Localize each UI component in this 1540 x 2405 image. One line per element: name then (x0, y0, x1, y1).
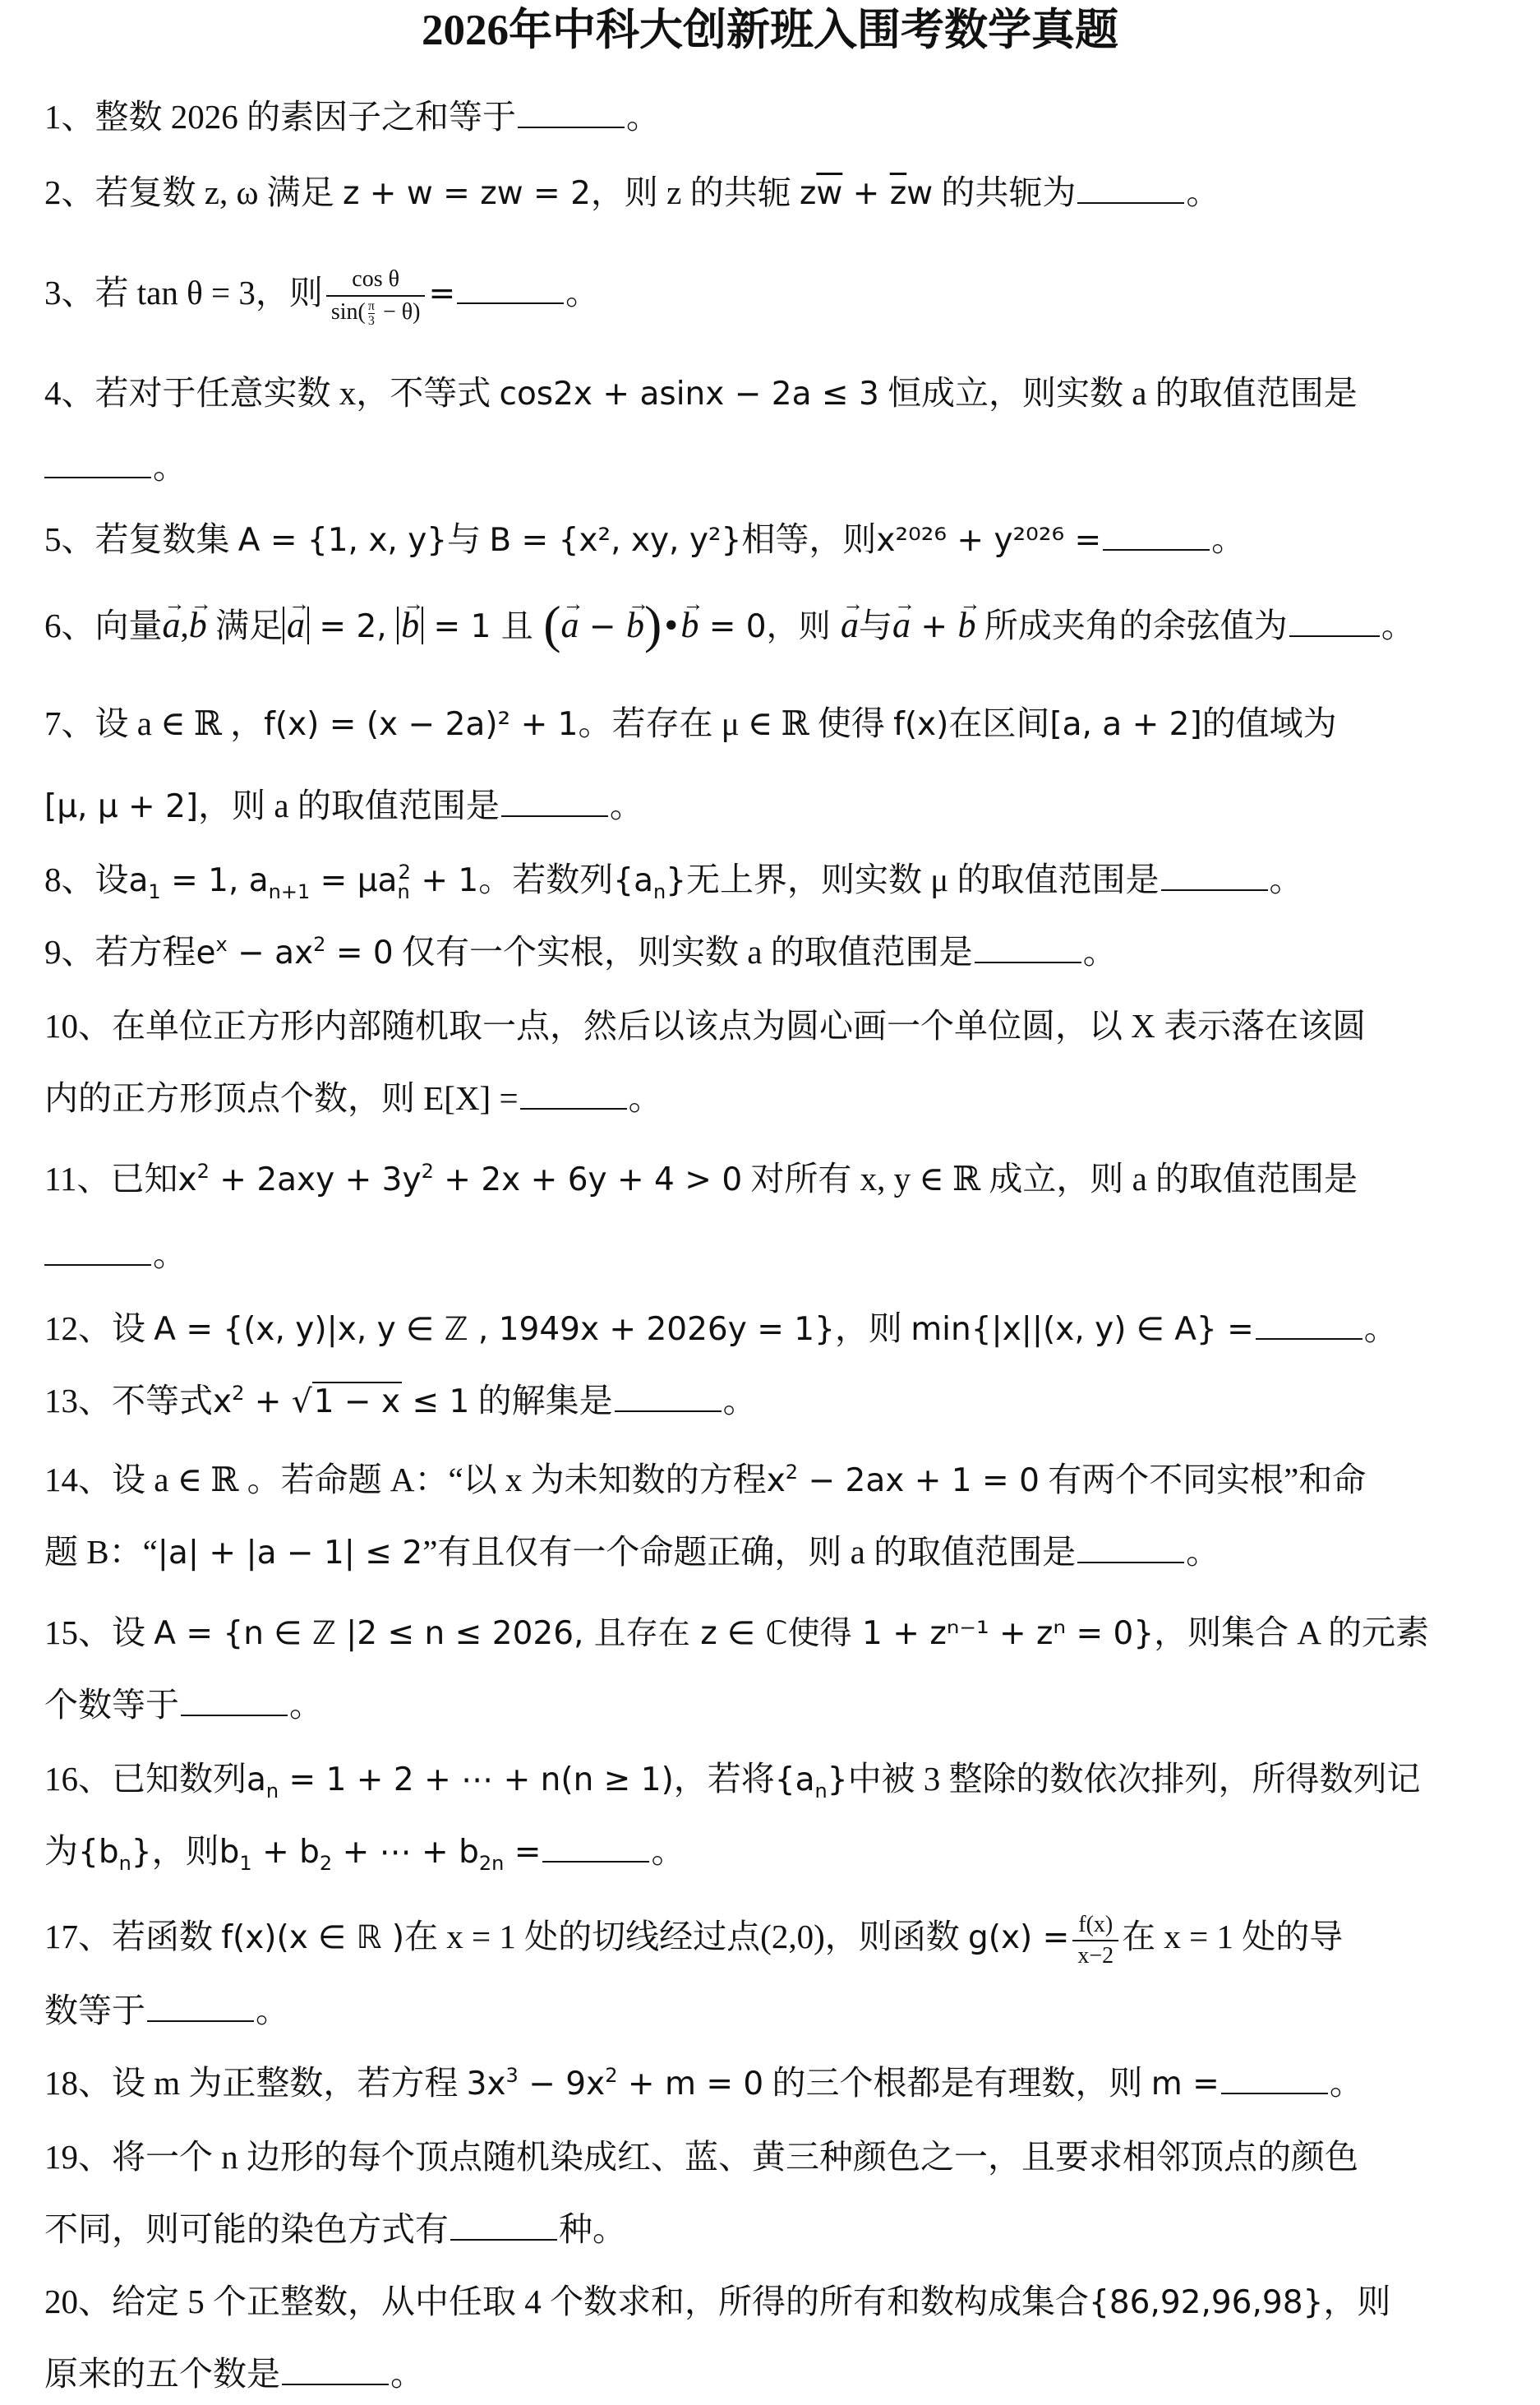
question-10-continued: 内的正方形顶点个数，则 E[X] = 。 (44, 1079, 662, 1117)
question-10: 10、在单位正方形内部随机取一点，然后以该点为圆心画一个单位圆，以 X 表示落在该圆 (44, 1007, 1367, 1045)
answer-blank (1221, 2065, 1328, 2094)
question-number: 2、 (44, 173, 95, 211)
answer-blank (1077, 174, 1184, 204)
fraction: $\frac{f(x)}{x-2}$ (1072, 1912, 1118, 1969)
question-14-continued: 题 B：“|a| + |a − 1| ≤ 2”有且仅有一个命题正确，则 a 的取值范围是 。 (44, 1533, 1220, 1572)
question-14: 14、设 a ∈ ℝ 。若命题 A：“以 x 为未知数的方程$x^2 - 2ax + 1 = 0$ 有两个不同实根”和命 (44, 1461, 1367, 1499)
question-20-continued: 原来的五个数是 。 (44, 2355, 424, 2393)
question-1: 1、整数 2026 的素因子之和等于 。 (44, 98, 660, 136)
question-number: 15、 (44, 1613, 112, 1651)
question-15-continued: 个数等于 。 (44, 1686, 323, 1724)
answer-blank (44, 449, 151, 478)
question-3: 3、若 tan θ = 3，则 cos θ sin( $\frac{\pi}{3}$ − θ) = 。 (44, 265, 600, 328)
math-expression: $b_1 + b_2$ + ⋯ + $b_{2n}$ = (219, 1834, 542, 1875)
answer-blank (520, 1080, 627, 1110)
question-12: 12、设 A = {(x, y)|x, y ∈ ℤ , 1949x + 2026y = 1}，则 min{|x||(x, y) ∈ A} = 。 (44, 1309, 1398, 1348)
question-number: 12、 (44, 1309, 112, 1347)
question-number: 7、 (44, 704, 95, 742)
math-expression: cos2x + asinx − 2a ≤ 3 (499, 376, 879, 413)
math-expression: z + w = zw = 2 (342, 175, 591, 212)
question-17: 17、若函数 f(x)(x ∈ ℝ )在 x = 1 处的切线经过点(2,0)，则函数 g(x) = $\frac{f(x)}{x-2}$ 在 x = 1 处的导 (44, 1911, 1344, 1969)
question-number: 1、 (44, 98, 95, 136)
question-number: 4、 (44, 374, 95, 412)
question-16: 16、已知数列$a_n = 1 + 2$ + ⋯ + n(n ≥ 1)，若将$\{a_n\}$中被 3 整除的数依次排列，所得数列记 (44, 1760, 1421, 1803)
answer-blank (1256, 1310, 1362, 1340)
question-number: 9、 (44, 933, 95, 971)
math-expression: $x^2 + √1 - x \le 1$ (213, 1382, 470, 1420)
math-expression: A = {1, x, y} (237, 522, 448, 559)
question-number: 19、 (44, 2138, 112, 2176)
answer-blank (181, 1687, 288, 1716)
answer-blank (615, 1383, 722, 1412)
question-number: 5、 (44, 520, 95, 558)
question-number: 6、 (44, 607, 95, 644)
answer-blank (542, 1833, 649, 1863)
question-5: 5、若复数集 A = {1, x, y}与 B = {x², xy, y²}相等，则x²⁰²⁶ + y²⁰²⁶ = 。 (44, 520, 1246, 559)
question-6: 6、向量→ a,→ b 满足 → a = 2, → b = 1 且 (→ a − → b)•→ b = 0，则 → a与→ a + → b 所成夹角的余弦值为 。 (44, 597, 1515, 654)
math-expression: $x^2 - 2ax + 1 = 0$ (766, 1461, 1040, 1499)
fraction: cos θ sin( $\frac{\pi}{3}$ − θ) (326, 265, 426, 328)
answer-blank (147, 1992, 254, 2022)
answer-blank (1077, 1534, 1184, 1563)
answer-blank (518, 99, 625, 128)
question-17-continued: 数等于 。 (44, 1992, 289, 2029)
math-expression: x²⁰²⁶ + y²⁰²⁶ = (876, 522, 1102, 559)
question-number: 14、 (44, 1461, 112, 1498)
question-7-continued: [μ, μ + 2]，则 a 的取值范围是 。 (44, 787, 643, 825)
question-number: 3、 (44, 274, 95, 312)
math-expression: $3x^3 - 9x^2 + m = 0$ (466, 2064, 764, 2103)
question-number: 16、 (44, 1760, 112, 1798)
math-expression: $a_n = 1 + 2$ + ⋯ + n(n ≥ 1) (247, 1761, 674, 1803)
math-expression: $a_1 = 1$, $a_{n+1} = \mu a_n^2 + 1$ (128, 861, 479, 903)
question-11: 11、已知$x^2 + 2axy + 3y^2 + 2x + 6y + 4 > 0$ 对所有 x, y ∈ ℝ 成立，则 a 的取值范围是 (44, 1160, 1358, 1198)
math-expression: $z\overline{w} + \overline{z}w$ (799, 175, 934, 212)
question-2: 2、若复数 z, ω 满足 z + w = zw = 2，则 z 的共轭 $z\overline{w} + \overline{z}w$ 的共轭为 。 (44, 173, 1220, 212)
question-number: 10、 (44, 1007, 112, 1045)
answer-blank (1289, 607, 1380, 637)
question-19: 19、将一个 n 边形的每个顶点随机染成红、蓝、黄三种颜色之一，且要求相邻顶点的颜色 (44, 2138, 1358, 2176)
question-number: 11、 (44, 1160, 111, 1198)
page-title: 2026年中科大创新班入围考数学真题 (422, 7, 1118, 54)
answer-blank (44, 1236, 151, 1266)
question-13: 13、不等式$x^2 + √1 - x \le 1$ 的解集是 。 (44, 1382, 757, 1420)
question-number: 20、 (44, 2283, 112, 2320)
answer-blank (1161, 861, 1268, 891)
question-8: 8、设$a_1 = 1$, $a_{n+1} = \mu a_n^2 + 1$。若数列$\{a_n\}$无上界，则实数 μ 的取值范围是 。 (44, 861, 1303, 903)
answer-blank (282, 2356, 389, 2385)
question-number: 13、 (44, 1382, 112, 1419)
question-4: 4、若对于任意实数 x，不等式 cos2x + asinx − 2a ≤ 3 恒成立，则实数 a 的取值范围是 (44, 374, 1358, 413)
question-19-continued: 不同，则可能的染色方式有 种。 (44, 2210, 626, 2248)
math-expression: f(x) = (x − 2a)² + 1 (264, 706, 579, 743)
math-expression: B = {x², xy, y²} (489, 522, 742, 559)
math-expression: A = {n ∈ ℤ |2 ≤ n ≤ 2026, 且存在 z ∈ ℂ使得 1 + zⁿ⁻¹ + zⁿ = 0} (154, 1615, 1155, 1652)
math-expression: $e^x - ax^2 = 0$ (196, 933, 394, 972)
question-number: 8、 (44, 861, 95, 898)
answer-blank (1103, 521, 1210, 551)
math-expression: min{|x||(x, y) ∈ A} = (911, 1311, 1254, 1348)
answer-blank (501, 787, 608, 817)
question-11-continued: 。 (44, 1230, 1515, 1279)
question-18: 18、设 m 为正整数，若方程 $3x^3 - 9x^2 + m = 0$ 的三个根都是有理数，则 m = 。 (44, 2064, 1363, 2103)
answer-blank (457, 275, 564, 304)
math-expression: A = {(x, y)|x, y ∈ ℤ , 1949x + 2026y = 1} (154, 1311, 835, 1348)
question-number: 18、 (44, 2064, 112, 2102)
answer-blank (450, 2211, 557, 2241)
question-20: 20、给定 5 个正整数，从中任取 4 个数求和，所得的所有和数构成集合{86,92,96,98}，则 (44, 2283, 1391, 2321)
question-7: 7、设 a ∈ ℝ ，f(x) = (x − 2a)² + 1。若存在 μ ∈ ℝ 使得 f(x)在区间[a, a + 2]的值域为 (44, 704, 1337, 743)
question-16-continued: 为$\{b_n\}$，则$b_1 + b_2$ + ⋯ + $b_{2n}$ = 。 (44, 1832, 685, 1875)
question-number: 17、 (44, 1918, 112, 1955)
question-text: 整数 2026 的素因子之和等于 (95, 98, 516, 136)
answer-blank (975, 934, 1081, 963)
question-15: 15、设 A = {n ∈ ℤ |2 ≤ n ≤ 2026, 且存在 z ∈ ℂ使得 1 + zⁿ⁻¹ + zⁿ = 0}，则集合 A 的元素 (44, 1613, 1430, 1652)
math-expression: $x^2 + 2axy + 3y^2 + 2x + 6y + 4 > 0$ (178, 1160, 743, 1198)
question-9: 9、若方程$e^x - ax^2 = 0$ 仅有一个实根，则实数 a 的取值范围是 。 (44, 933, 1117, 972)
question-4-continued: 。 (44, 442, 1515, 492)
